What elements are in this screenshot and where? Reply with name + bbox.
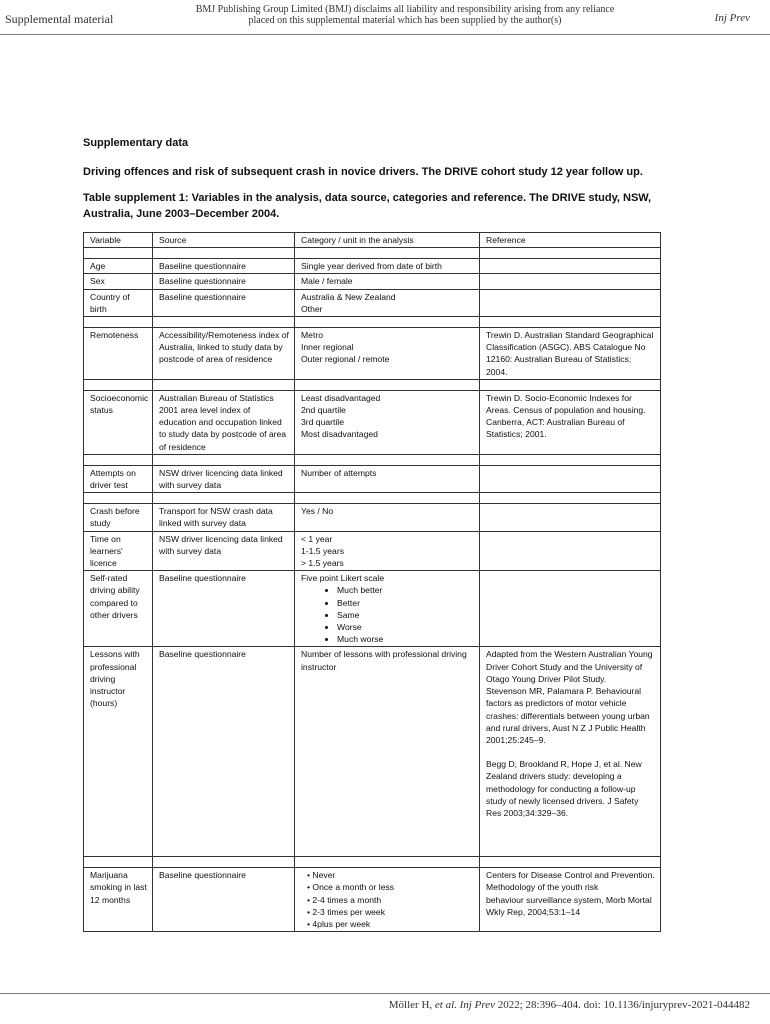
list-item: • 2-4 times a month	[307, 894, 474, 906]
cell-reference	[480, 274, 661, 289]
cell-category	[295, 531, 480, 571]
table-row-socioeconomic-status	[84, 390, 661, 454]
category-line: Inner regional	[301, 342, 354, 353]
cell-source: Accessibility/Remoteness index of Australia, linked to study data by postcode of area of residence	[153, 328, 295, 380]
header-journal-name: Inj Prev	[714, 12, 750, 24]
header-supplemental-label: Supplemental material	[5, 12, 114, 26]
cell-reference	[480, 868, 661, 932]
cell-source: Baseline questionnaire	[153, 571, 295, 647]
cell-category: Number of attempts	[295, 465, 480, 492]
table-spacer-row	[84, 248, 661, 259]
page-header	[0, 0, 770, 40]
category-line: 2nd quartile	[301, 405, 346, 416]
cell-variable: Marijuana smoking in last 12 months	[84, 868, 153, 932]
cell-source: Baseline questionnaire	[153, 289, 295, 316]
list-item: • Better	[337, 597, 474, 609]
reference-spacer	[486, 819, 655, 855]
table-spacer-row	[84, 493, 661, 504]
category-line: Least disadvantaged	[301, 392, 381, 403]
footer-divider	[0, 993, 770, 994]
reference-line: Begg D, Brookland R, Hope J, et al. New Zealand drivers study: developing a methodology for conducting a follow-up study of newly licensed drivers. J Safety Res 2003;34:329–36.	[486, 759, 642, 818]
header-disclaimer-line2: placed on this supplemental material which has been supplied by the author(s)	[248, 15, 562, 26]
category-line: Outer regional / remote	[301, 354, 390, 365]
likert-options-list	[301, 584, 474, 645]
table-spacer-row	[84, 857, 661, 868]
footer-author: Möller H,	[388, 999, 433, 1011]
table-row-attempts-on-driver-test	[84, 465, 661, 492]
footer-journal: Inj Prev	[459, 999, 495, 1011]
category-line: 3rd quartile	[301, 417, 344, 428]
page-footer-citation	[389, 999, 750, 1011]
list-item: • Once a month or less	[307, 881, 474, 893]
cell-variable: Age	[84, 259, 153, 274]
list-item: • Worse	[337, 621, 474, 633]
table-caption: Table supplement 1: Variables in the analysis, data source, categories and reference. The DRIVE study, NSW, Australia, June 2003–December 2004.	[83, 192, 652, 220]
table-row-crash-before-study	[84, 504, 661, 531]
category-line: Metro	[301, 330, 323, 341]
study-subtitle: Driving offences and risk of subsequent crash in novice drivers. The DRIVE cohort study 12 year follow up.	[83, 166, 643, 178]
header-divider	[0, 34, 770, 35]
table-row-marijuana-smoking	[84, 868, 661, 932]
cell-variable: Sex	[84, 274, 153, 289]
cell-variable: Crash before study	[84, 504, 153, 531]
cell-variable: Attempts on driver test	[84, 465, 153, 492]
cell-category	[295, 328, 480, 380]
cell-reference: Trewin D. Australian Standard Geographical Classification (ASGC). ABS Catalogue No 12160: Australian Bureau of Statistics; 2004.	[480, 328, 661, 380]
cell-category: Number of lessons with professional driving instructor	[295, 647, 480, 857]
cell-category	[295, 571, 480, 647]
reference-line: behaviour surveillance system, Morb Mortal Wkly Rep, 2004;53:1–14	[486, 894, 652, 917]
category-line: < 1 year	[301, 533, 333, 544]
cell-reference	[480, 571, 661, 647]
column-header-source: Source	[153, 233, 295, 248]
cell-source: Baseline questionnaire	[153, 259, 295, 274]
table-row-country-of-birth	[84, 289, 661, 316]
cell-source: Baseline questionnaire	[153, 647, 295, 857]
category-line: 1-1.5 years	[301, 545, 344, 556]
cell-variable: Socioeconomic status	[84, 390, 153, 454]
reference-line: Adapted from the Western Australian Young Driver Cohort Study and the University of Otago Young Driver Pilot Study.	[486, 649, 653, 684]
reference-line: Centers for Disease Control and Prevention. Methodology of the youth risk	[486, 870, 655, 893]
header-disclaimer	[175, 4, 635, 26]
table-row-lessons-with-instructor	[84, 647, 661, 857]
reference-line: crashes: differentials between young urban and rural drivers, Aust N Z J Public Health 2001;25:245–9.	[486, 710, 650, 745]
cell-reference	[480, 647, 661, 857]
table-row-age	[84, 259, 661, 274]
cell-source: NSW driver licencing data linked with survey data	[153, 465, 295, 492]
table-spacer-row	[84, 317, 661, 328]
cell-source: Australian Bureau of Statistics 2001 area level index of education and occupation linked to study data by postcode of area of residence	[153, 390, 295, 454]
table-spacer-row	[84, 454, 661, 465]
category-line: > 1.5 years	[301, 558, 344, 569]
header-disclaimer-line1: BMJ Publishing Group Limited (BMJ) disclaims all liability and responsibility arising from any reliance	[195, 4, 615, 15]
category-line: Most disadvantaged	[301, 429, 378, 440]
cell-reference	[480, 465, 661, 492]
footer-citation-details: 2022; 28:396–404. doi: 10.1136/injuryprev-2021-044482	[497, 999, 750, 1011]
cell-category	[295, 868, 480, 932]
cell-category: Male / female	[295, 274, 480, 289]
cell-variable: Lessons with professional driving instructor (hours)	[84, 647, 153, 857]
list-item: • Much worse	[337, 633, 474, 645]
cell-reference	[480, 504, 661, 531]
table-row-time-on-learners-licence	[84, 531, 661, 571]
table-row-sex	[84, 274, 661, 289]
table-row-self-rated-driving-ability	[84, 571, 661, 647]
list-item: • Much better	[337, 584, 474, 596]
cell-category: Yes / No	[295, 504, 480, 531]
cell-source: Transport for NSW crash data linked with survey data	[153, 504, 295, 531]
column-header-category: Category / unit in the analysis	[295, 233, 480, 248]
cell-source: Baseline questionnaire	[153, 868, 295, 932]
footer-etal: et al.	[434, 999, 457, 1011]
table-spacer-row	[84, 379, 661, 390]
list-item: • Same	[337, 609, 474, 621]
list-item: • Never	[307, 869, 474, 881]
table-header-row	[84, 233, 661, 248]
frequency-options-list	[301, 869, 474, 930]
cell-category: Single year derived from date of birth	[295, 259, 480, 274]
cell-category	[295, 289, 480, 316]
cell-source: NSW driver licencing data linked with survey data	[153, 531, 295, 571]
document-body	[83, 136, 660, 932]
column-header-reference: Reference	[480, 233, 661, 248]
category-line: Five point Likert scale	[301, 573, 385, 584]
list-item: • 2-3 times per week	[307, 906, 474, 918]
list-item: • 4plus per week	[307, 918, 474, 930]
cell-variable: Time on learners' licence	[84, 531, 153, 571]
supplementary-heading: Supplementary data	[83, 137, 189, 149]
column-header-variable: Variable	[84, 233, 153, 248]
category-line: Other	[301, 303, 323, 314]
table-row-remoteness	[84, 328, 661, 380]
cell-reference	[480, 531, 661, 571]
cell-reference: Trewin D. Socio-Economic Indexes for Areas. Census of population and housing. Canberra, ACT: Australian Bureau of Statistics; 2001.	[480, 390, 661, 454]
cell-variable: Self-rated driving ability compared to other drivers	[84, 571, 153, 647]
variables-table	[83, 232, 661, 932]
cell-variable: Country of birth	[84, 289, 153, 316]
cell-category	[295, 390, 480, 454]
cell-reference	[480, 289, 661, 316]
category-line: Australia & New Zealand	[301, 291, 396, 302]
cell-source: Baseline questionnaire	[153, 274, 295, 289]
cell-variable: Remoteness	[84, 328, 153, 380]
reference-line: Stevenson MR, Palamara P. Behavioural factors as predictors of motor vehicle	[486, 686, 642, 709]
cell-reference	[480, 259, 661, 274]
